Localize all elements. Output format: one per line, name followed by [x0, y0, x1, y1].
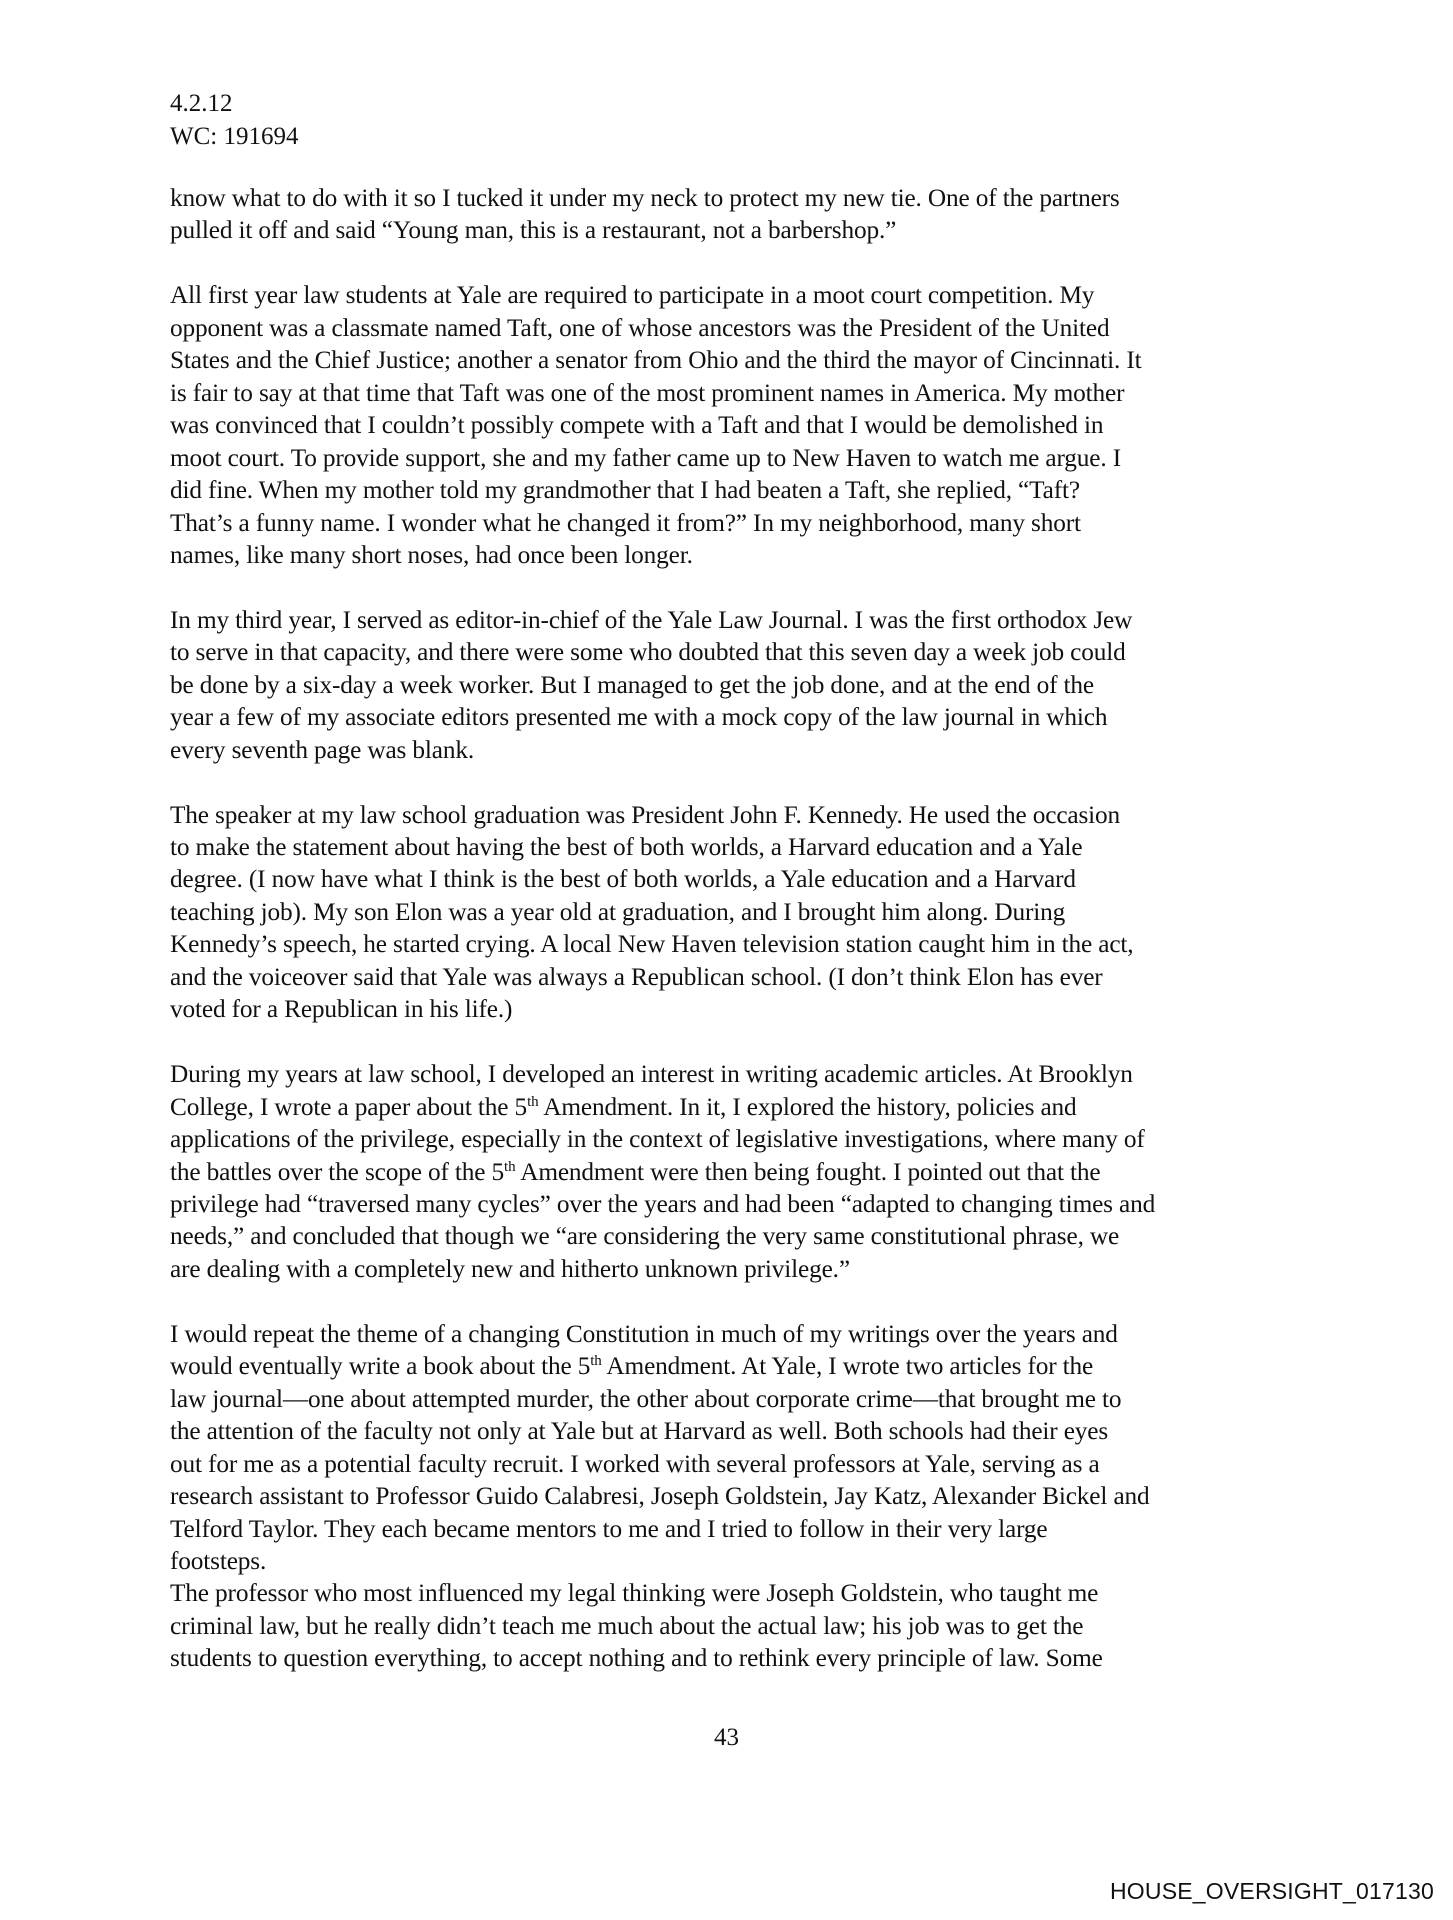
ordinal-superscript: th [590, 1353, 602, 1370]
text-line: pulled it off and said “Young man, this is a restaurant, not a barbershop.” [170, 216, 897, 245]
text-line: are dealing with a completely new and hitherto unknown privilege.” [170, 1254, 850, 1283]
text-line: was convinced that I couldn’t possibly compete with a Taft and that I would be demolished in [170, 411, 1104, 440]
text-line: and the voiceover said that Yale was always a Republican school. (I don’t think Elon has ever [170, 962, 1103, 991]
paragraph [170, 799, 1290, 1026]
text-line: In my third year, I served as editor-in-chief of the Yale Law Journal. I was the first orthodox Jew [170, 605, 1133, 634]
ordinal-superscript: th [504, 1158, 516, 1175]
text-line: students to question everything, to accept nothing and to rethink every principle of law. Some [170, 1644, 1103, 1673]
text-segment: Amendment were then being fought. I pointed out that the [515, 1157, 1101, 1186]
header-word-count: WC: 191694 [170, 122, 299, 150]
text-line: voted for a Republican in his life.) [170, 995, 513, 1024]
text-line: is fair to say at that time that Taft was one of the most prominent names in America. My mother [170, 378, 1125, 407]
text-line: All first year law students at Yale are required to participate in a moot court competition. My [170, 281, 1095, 310]
document-header [170, 88, 298, 153]
text-line: teaching job). My son Elon was a year old at graduation, and I brought him along. During [170, 897, 1066, 926]
text-line: footsteps. [170, 1546, 267, 1575]
text-line: year a few of my associate editors presented me with a mock copy of the law journal in which [170, 703, 1108, 732]
text-segment: College, I wrote a paper about the 5 [170, 1092, 528, 1121]
text-line [170, 1350, 1290, 1382]
text-line: be done by a six-day a week worker. But I managed to get the job done, and at the end of the [170, 670, 1095, 699]
text-line: criminal law, but he really didn’t teach me much about the actual law; his job was to get the [170, 1611, 1084, 1640]
page-number: 43 [714, 1724, 739, 1751]
text-line: opponent was a classmate named Taft, one of whose ancestors was the President of the United [170, 313, 1110, 342]
text-line: applications of the privilege, especially in the context of legislative investigations, where many of [170, 1125, 1145, 1154]
text-line: to serve in that capacity, and there were some who doubted that this seven day a week job could [170, 638, 1126, 667]
text-segment: Amendment. At Yale, I wrote two articles for the [601, 1352, 1094, 1381]
text-line [170, 1091, 1290, 1123]
text-line: I would repeat the theme of a changing Constitution in much of my writings over the years and [170, 1319, 1118, 1348]
paragraph [170, 604, 1290, 766]
text-segment: Amendment. In it, I explored the history, policies and [538, 1092, 1077, 1121]
bates-number: HOUSE_OVERSIGHT_017130 [1110, 1878, 1434, 1904]
text-line: the attention of the faculty not only at Yale but at Harvard as well. Both schools had their eyes [170, 1417, 1109, 1446]
text-line: names, like many short noses, had once been longer. [170, 540, 693, 569]
text-line: every seventh page was blank. [170, 735, 475, 764]
text-line: The professor who most influenced my legal thinking were Joseph Goldstein, who taught me [170, 1579, 1099, 1608]
ordinal-superscript: th [527, 1093, 539, 1110]
text-line: privilege had “traversed many cycles” over the years and had been “adapted to changing times and [170, 1189, 1156, 1218]
text-segment: the battles over the scope of the 5 [170, 1157, 505, 1186]
paragraph [170, 279, 1290, 571]
text-line [170, 1156, 1290, 1188]
text-line: to make the statement about having the best of both worlds, a Harvard education and a Yale [170, 833, 1083, 862]
text-segment: would eventually write a book about the 5 [170, 1352, 591, 1381]
text-line: That’s a funny name. I wonder what he changed it from?” In my neighborhood, many short [170, 508, 1081, 537]
text-line: out for me as a potential faculty recruit. I worked with several professors at Yale, serving as a [170, 1449, 1100, 1478]
text-line: research assistant to Professor Guido Calabresi, Joseph Goldstein, Jay Katz, Alexander Bickel and [170, 1482, 1150, 1511]
text-line: States and the Chief Justice; another a senator from Ohio and the third the mayor of Cincinnati. It [170, 346, 1142, 375]
text-line: During my years at law school, I developed an interest in writing academic articles. At Brooklyn [170, 1060, 1133, 1089]
paragraph [170, 1577, 1290, 1674]
paragraph [170, 1318, 1290, 1578]
paragraph [170, 182, 1290, 247]
text-line: moot court. To provide support, she and my father came up to New Haven to watch me argue. I [170, 443, 1121, 472]
text-line: know what to do with it so I tucked it under my neck to protect my new tie. One of the partners [170, 184, 1120, 212]
text-line: Kennedy’s speech, he started crying. A local New Haven television station caught him in the act, [170, 930, 1134, 959]
header-date: 4.2.12 [170, 90, 233, 117]
text-line: law journal—one about attempted murder, the other about corporate crime—that brought me to [170, 1384, 1122, 1413]
text-line: Telford Taylor. They each became mentors to me and I tried to follow in their very large [170, 1514, 1048, 1543]
text-line: The speaker at my law school graduation was President John F. Kennedy. He used the occasion [170, 800, 1121, 829]
text-line: degree. (I now have what I think is the best of both worlds, a Yale education and a Harvard [170, 865, 1076, 894]
document-body [170, 182, 1290, 1707]
text-line: did fine. When my mother told my grandmother that I had beaten a Taft, she replied, “Taft? [170, 476, 1080, 505]
text-line: needs,” and concluded that though we “are considering the very same constitutional phrase, we [170, 1222, 1120, 1251]
paragraph [170, 1058, 1290, 1285]
